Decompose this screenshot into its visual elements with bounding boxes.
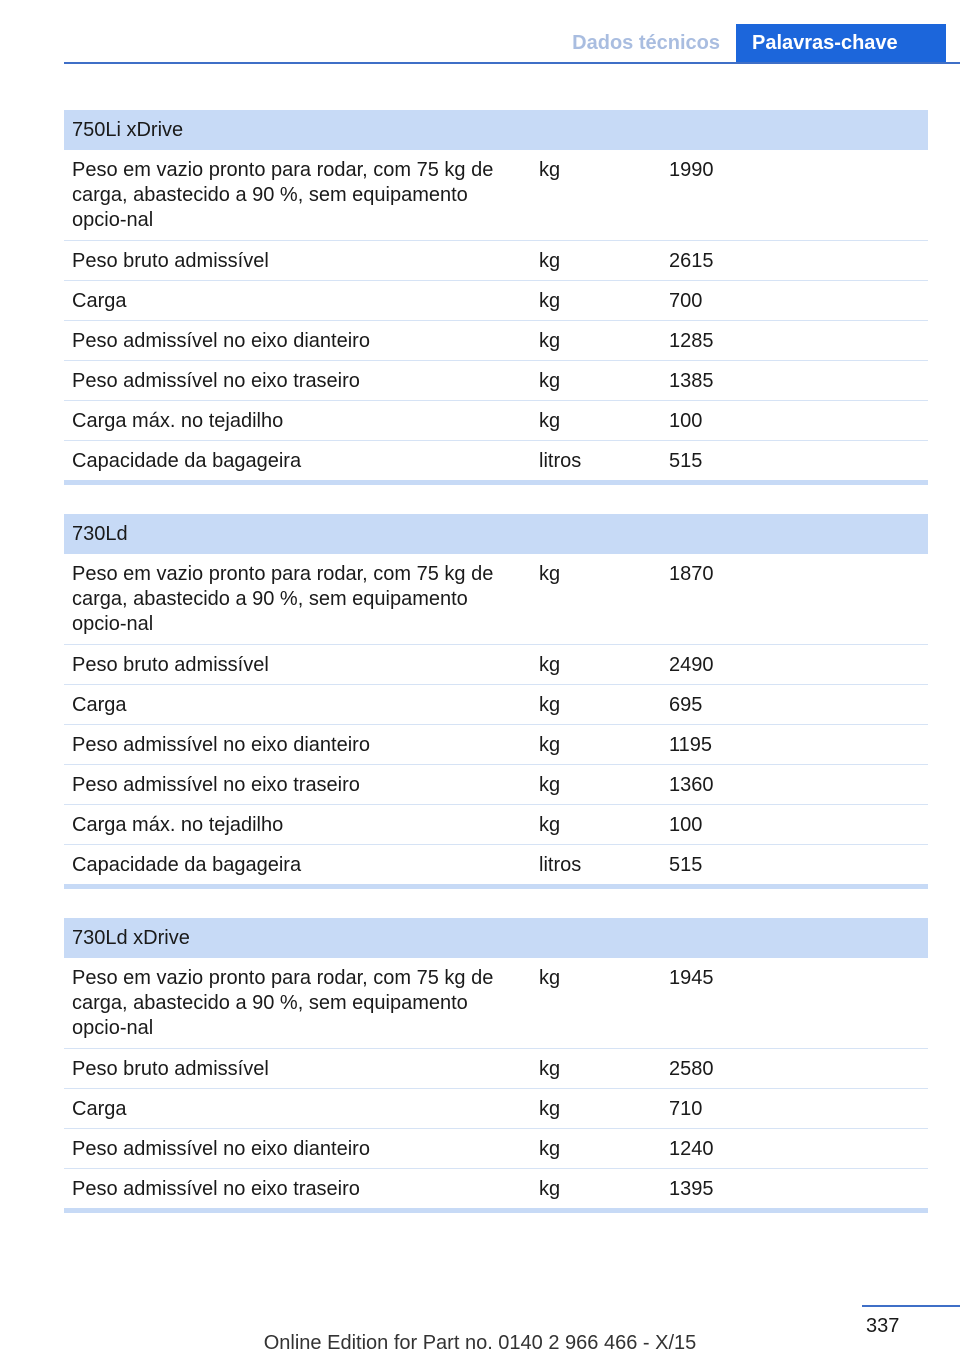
row-label: Peso em vazio pronto para rodar, com 75 kg de carga, abastecido a 90 %, sem equipamento opcio‐nal <box>72 563 494 635</box>
row-value: 100 <box>669 814 703 836</box>
row-unit: kg <box>539 1138 561 1160</box>
section-divider <box>64 1208 928 1213</box>
page-header <box>64 24 960 64</box>
section-divider <box>64 480 928 485</box>
row-label: Peso em vazio pronto para rodar, com 75 kg de carga, abastecido a 90 %, sem equipamento opcio‐nal <box>72 967 494 1039</box>
row-value: 1385 <box>669 370 714 392</box>
row-value: 1360 <box>669 774 714 796</box>
row-label: Peso admissível no eixo dianteiro <box>72 734 370 756</box>
table-row <box>64 1129 928 1169</box>
row-unit: kg <box>539 250 561 272</box>
table-row <box>64 645 928 685</box>
row-label: Peso bruto admissível <box>72 1058 269 1080</box>
row-unit: kg <box>539 370 561 392</box>
row-value: 1195 <box>669 734 713 756</box>
row-value: 2490 <box>669 654 714 676</box>
table-row <box>64 1089 928 1129</box>
row-value: 2615 <box>669 250 714 272</box>
row-value: 1285 <box>669 330 714 352</box>
row-unit: litros <box>539 854 582 876</box>
spec-table-750li-xdrive <box>64 110 928 485</box>
row-unit: kg <box>539 734 561 756</box>
table-row <box>64 150 928 241</box>
row-value: 700 <box>669 290 703 312</box>
row-unit: kg <box>539 290 561 312</box>
row-unit: kg <box>539 1058 561 1080</box>
row-value: 710 <box>669 1098 703 1120</box>
row-label: Carga <box>72 290 127 312</box>
row-unit: kg <box>539 563 561 585</box>
row-value: 1240 <box>669 1138 714 1160</box>
row-unit: kg <box>539 694 561 716</box>
table-row <box>64 241 928 281</box>
row-unit: kg <box>539 159 561 181</box>
spec-table-730ld-xdrive <box>64 918 928 1213</box>
row-unit: kg <box>539 1098 561 1120</box>
row-label: Peso admissível no eixo traseiro <box>72 370 360 392</box>
row-label: Peso admissível no eixo traseiro <box>72 774 360 796</box>
row-unit: kg <box>539 774 561 796</box>
row-unit: kg <box>539 654 561 676</box>
row-label: Capacidade da bagageira <box>72 854 302 876</box>
row-label: Peso admissível no eixo dianteiro <box>72 330 370 352</box>
section-divider <box>64 884 928 889</box>
tab-palavras-chave[interactable]: Palavras-chave <box>736 24 946 62</box>
row-label: Peso bruto admissível <box>72 250 269 272</box>
row-unit: litros <box>539 450 582 472</box>
row-value: 1395 <box>669 1178 714 1200</box>
table-row <box>64 845 928 884</box>
row-label: Peso em vazio pronto para rodar, com 75 kg de carga, abastecido a 90 %, sem equipamento opcio‐nal <box>72 159 494 231</box>
section-title: 730Ld <box>64 514 928 554</box>
table-row <box>64 958 928 1049</box>
row-value: 1870 <box>669 563 714 585</box>
row-value: 695 <box>669 694 703 716</box>
table-row <box>64 1169 928 1208</box>
row-value: 515 <box>669 450 703 472</box>
row-label: Carga máx. no tejadilho <box>72 410 284 432</box>
page-number-text: 337 <box>866 1315 900 1337</box>
table-row <box>64 685 928 725</box>
table-row <box>64 321 928 361</box>
row-label: Carga <box>72 1098 127 1120</box>
spec-table-730ld <box>64 514 928 889</box>
table-row <box>64 554 928 645</box>
table-row <box>64 1049 928 1089</box>
row-unit: kg <box>539 330 561 352</box>
section-title: 750Li xDrive <box>64 110 928 150</box>
table-row <box>64 725 928 765</box>
table-row <box>64 361 928 401</box>
table-row <box>64 281 928 321</box>
row-label: Carga <box>72 694 127 716</box>
row-unit: kg <box>539 814 561 836</box>
footer-edition-note: Online Edition for Part no. 0140 2 966 466 - X/15 <box>263 1332 697 1354</box>
row-label: Capacidade da bagageira <box>72 450 302 472</box>
row-value: 100 <box>669 410 703 432</box>
row-unit: kg <box>539 410 561 432</box>
row-value: 2580 <box>669 1058 714 1080</box>
row-value: 1945 <box>669 967 714 989</box>
row-label: Peso bruto admissível <box>72 654 269 676</box>
row-label: Peso admissível no eixo dianteiro <box>72 1138 370 1160</box>
table-row <box>64 441 928 480</box>
table-row <box>64 765 928 805</box>
row-value: 1990 <box>669 159 714 181</box>
row-label: Peso admissível no eixo traseiro <box>72 1178 360 1200</box>
tab-dados-tecnicos[interactable]: Dados técnicos <box>572 32 720 54</box>
table-row <box>64 401 928 441</box>
row-unit: kg <box>539 967 561 989</box>
section-title: 730Ld xDrive <box>64 918 928 958</box>
row-label: Carga máx. no tejadilho <box>72 814 284 836</box>
row-value: 515 <box>669 854 703 876</box>
table-row <box>64 805 928 845</box>
row-unit: kg <box>539 1178 561 1200</box>
